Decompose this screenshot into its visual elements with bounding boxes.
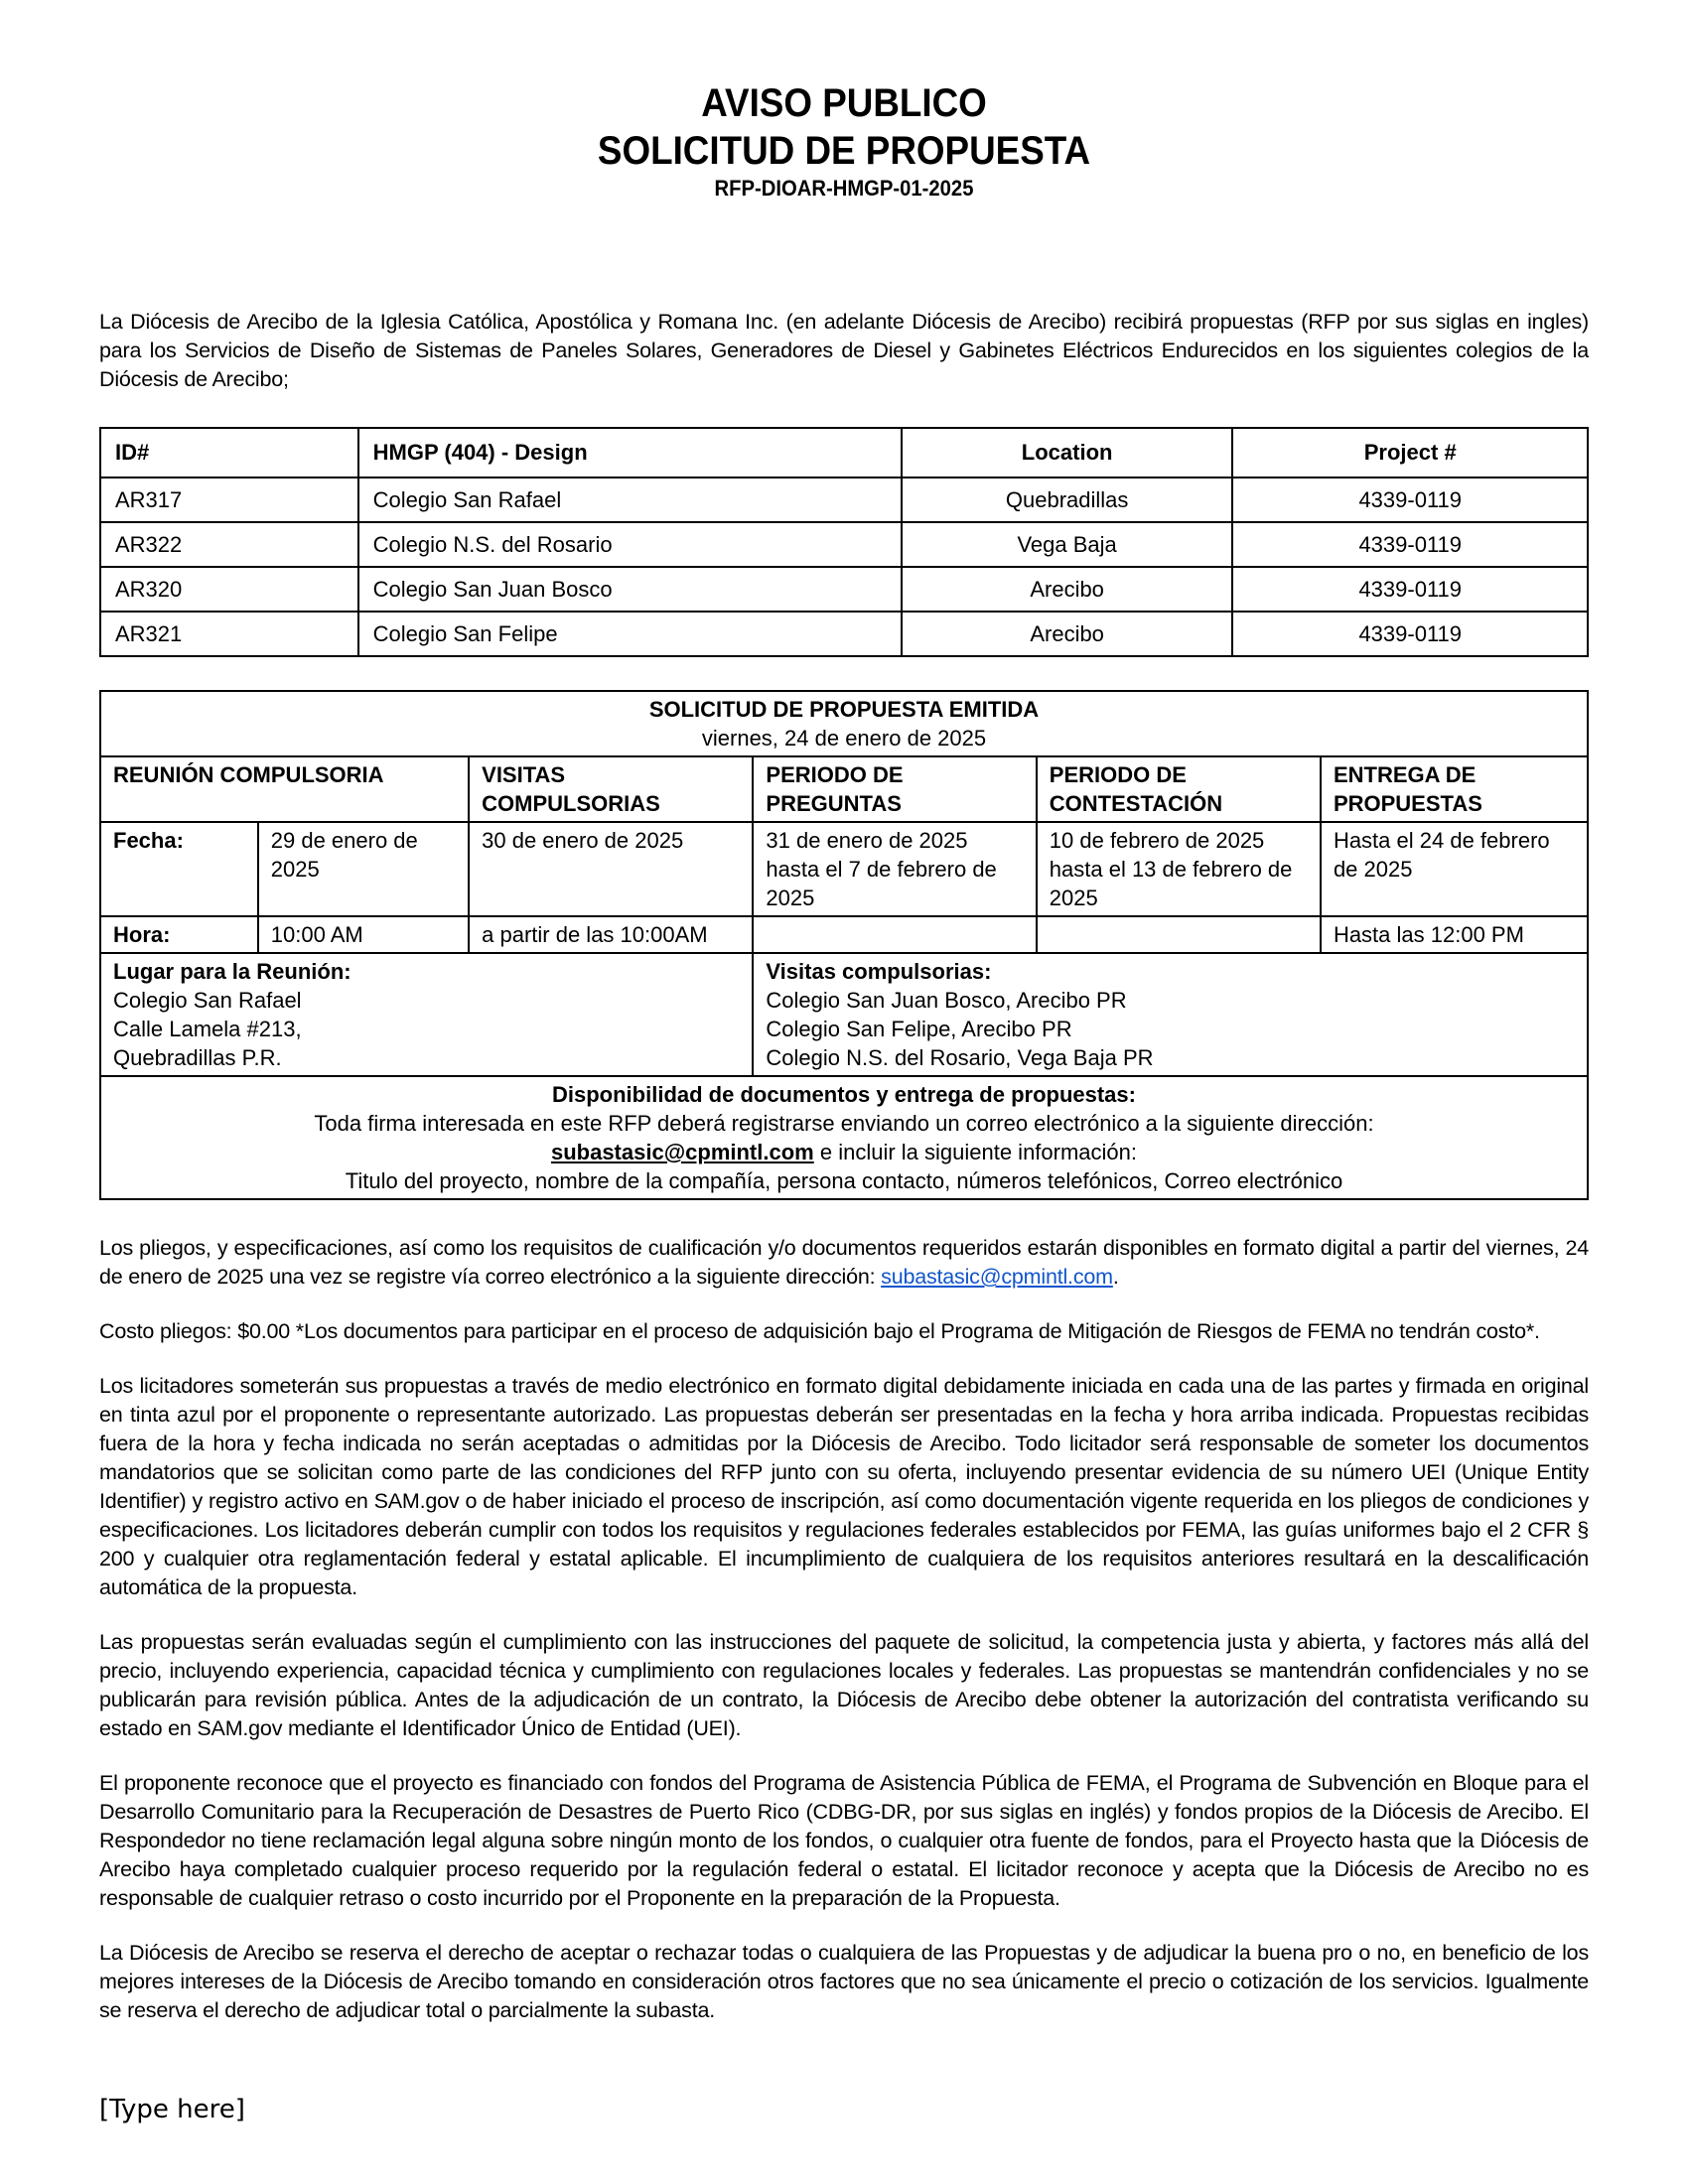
lugar-line: Colegio San Rafael — [113, 988, 302, 1013]
issued-title: SOLICITUD DE PROPUESTA EMITIDA — [648, 697, 1040, 722]
title-solicitud: SOLICITUD DE PROPUESTA — [597, 129, 1091, 173]
projects-table — [99, 427, 1589, 657]
footer-placeholder: [Type here] — [99, 2095, 245, 2124]
visitas-line: Colegio San Juan Bosco, Arecibo PR — [766, 988, 1127, 1013]
projects-header-row — [100, 428, 1588, 478]
col-preguntas: PERIODO DE PREGUNTAS — [753, 756, 1036, 822]
issued-date: viernes, 24 de enero de 2025 — [701, 726, 987, 751]
rfp-code: RFP-DIOAR-HMGP-01-2025 — [714, 176, 974, 201]
paragraph-pliegos — [99, 1234, 1589, 1292]
location-row — [100, 953, 1588, 1076]
table-row — [100, 612, 1588, 656]
pliegos-email-link[interactable]: subastasic@cpmintl.com — [881, 1265, 1113, 1289]
header-id: ID# — [100, 428, 358, 478]
cell-id: AR320 — [100, 567, 358, 612]
hora-entrega: Hasta las 12:00 PM — [1321, 916, 1588, 953]
paragraph-costo: Costo pliegos: $0.00 *Los documentos para participar en el proceso de adquisición bajo el Programa de Mitigación de Riesgos de FEMA no tendrán costo*. — [99, 1319, 1540, 1343]
cell-school: Colegio San Juan Bosco — [358, 567, 902, 612]
cell-project: 4339-0119 — [1232, 522, 1588, 567]
visitas-label: Visitas compulsorias: — [766, 959, 992, 984]
cell-location: Vega Baja — [902, 522, 1233, 567]
hora-label: Hora: — [100, 916, 258, 953]
fecha-visitas: 30 de enero de 2025 — [469, 822, 753, 916]
header-project: Project # — [1232, 428, 1588, 478]
paragraph-licitadores: Los licitadores someterán sus propuestas a través de medio electrónico en formato digital debidamente iniciada en cada una de las partes y firmada en original en tinta azul por el proponente o representante autorizado. Las propuestas deberán ser presentadas en la fecha y hora arriba indicada. Propuestas recibidas fuera de la hora y fecha indicada no serán aceptadas o admitidas por la Diócesis de Arecibo. Todo licitador será responsable de someter los documentos mandatorios que se solicitan como parte de las condiciones del RFP junto con su oferta, incluyendo presentar evidencia de su número UEI (Unique Entity Identifier) y registro activo en SAM.gov o de haber iniciado el proceso de inscripción, así como documentación vigente requerida en los pliegos de condiciones y especificaciones. Los licitadores deberán cumplir con todos los requisitos y regulaciones federales establecidos por FEMA, las guías uniformes bajo el 2 CFR § 200 y cualquier otra reglamentación federal y estatal aplicable. El incumplimiento de cualquiera de los requisitos anteriores resultará en la descalificación automática de la propuesta. — [99, 1374, 1589, 1599]
visitas-line: Colegio N.S. del Rosario, Vega Baja PR — [766, 1045, 1154, 1070]
fecha-row — [100, 822, 1588, 916]
availability-cell — [100, 1076, 1588, 1199]
header-design: HMGP (404) - Design — [358, 428, 902, 478]
visitas-line: Colegio San Felipe, Arecibo PR — [766, 1017, 1072, 1041]
cell-school: Colegio San Rafael — [358, 478, 902, 522]
availability-line2-rest: e incluir la siguiente información: — [813, 1140, 1138, 1164]
lugar-label: Lugar para la Reunión: — [113, 959, 352, 984]
hora-visitas: a partir de las 10:00AM — [469, 916, 753, 953]
cell-location: Arecibo — [902, 612, 1233, 656]
col-contestacion: PERIODO DE CONTESTACIÓN — [1037, 756, 1321, 822]
cell-id: AR317 — [100, 478, 358, 522]
fecha-entrega: Hasta el 24 de febrero de 2025 — [1321, 822, 1588, 916]
email-link[interactable]: subastasic@cpmintl.com — [550, 1140, 814, 1164]
cell-project: 4339-0119 — [1232, 478, 1588, 522]
issued-row — [100, 691, 1588, 756]
table-row — [100, 567, 1588, 612]
availability-title: Disponibilidad de documentos y entrega de propuestas: — [552, 1082, 1136, 1107]
pliegos-end: . — [1112, 1265, 1119, 1289]
cell-id: AR322 — [100, 522, 358, 567]
lugar-line: Quebradillas P.R. — [113, 1045, 282, 1070]
schedule-table — [99, 690, 1589, 1200]
paragraph-financiamiento: El proponente reconoce que el proyecto es financiado con fondos del Programa de Asistencia Pública de FEMA, el Programa de Subvención en Bloque para el Desarrollo Comunitario para la Recuperación de Desastres de Puerto Rico (CDBG-DR, por sus siglas en inglés) y fondos propios de la Diócesis de Arecibo. El Respondedor no tiene reclamación legal alguna sobre ningún monto de los fondos, o cualquier otra fuente de fondos, para el Proyecto hasta que la Diócesis de Arecibo haya completado cualquier proceso requerido por la regulación federal o estatal. El licitador reconoce y acepta que la Diócesis de Arecibo no es responsable de cualquier retraso o costo incurrido por el Proponente en la preparación de la Propuesta. — [99, 1771, 1589, 1910]
header-location: Location — [902, 428, 1233, 478]
fecha-contestacion: 10 de febrero de 2025 hasta el 13 de febrero de 2025 — [1037, 822, 1321, 916]
lugar-line: Calle Lamela #213, — [113, 1017, 302, 1041]
table-row — [100, 522, 1588, 567]
hora-preguntas — [753, 916, 1036, 953]
document-page — [99, 79, 1589, 2025]
issued-cell — [100, 691, 1588, 756]
cell-id: AR321 — [100, 612, 358, 656]
lugar-cell — [100, 953, 753, 1076]
hora-reunion: 10:00 AM — [258, 916, 469, 953]
cell-project: 4339-0119 — [1232, 612, 1588, 656]
pliegos-text: Los pliegos, y especificaciones, así como los requisitos de cualificación y/o documentos requeridos estarán disponibles en formato digital a partir del viernes, 24 de enero de 2025 una vez se registre vía correo electrónico a la siguiente dirección: — [99, 1236, 1589, 1289]
hora-contestacion — [1037, 916, 1321, 953]
cell-school: Colegio San Felipe — [358, 612, 902, 656]
fecha-preguntas: 31 de enero de 2025 hasta el 7 de febrero de 2025 — [753, 822, 1036, 916]
availability-row — [100, 1076, 1588, 1199]
col-reunion: REUNIÓN COMPULSORIA — [100, 756, 469, 822]
paragraph-evaluacion: Las propuestas serán evaluadas según el cumplimiento con las instrucciones del paquete de solicitud, la competencia justa y abierta, y factores más allá del precio, incluyendo experiencia, capacidad técnica y cumplimiento con regulaciones locales y federales. Las propuestas se mantendrán confidenciales y no se publicarán para revisión pública. Antes de la adjudicación de un contrato, la Diócesis de Arecibo debe obtener la autorización del contratista verificando su estado en SAM.gov mediante el Identificador Único de Entidad (UEI). — [99, 1630, 1589, 1740]
schedule-header-row — [100, 756, 1588, 822]
availability-line2 — [113, 1138, 1575, 1166]
paragraph-derechos: La Diócesis de Arecibo se reserva el derecho de aceptar o rechazar todas o cualquiera de las Propuestas y de adjudicar la buena pro o no, en beneficio de los mejores intereses de la Diócesis de Arecibo tomando en consideración otros factores que no sea únicamente el precio o cotización de los servicios. Igualmente se reserva el derecho de adjudicar total o parcialmente la subasta. — [99, 1941, 1589, 2022]
table-row — [100, 478, 1588, 522]
availability-line1: Toda firma interesada en este RFP deberá registrarse enviando un correo electrónico a la siguiente dirección: — [314, 1111, 1374, 1136]
cell-school: Colegio N.S. del Rosario — [358, 522, 902, 567]
intro-paragraph: La Diócesis de Arecibo de la Iglesia Católica, Apostólica y Romana Inc. (en adelante Diócesis de Arecibo) recibirá propuestas (RFP por sus siglas en ingles) para los Servicios de Diseño de Sistemas de Paneles Solares, Generadores de Diesel y Gabinetes Eléctricos Endurecidos en los siguientes colegios de la Diócesis de Arecibo; — [99, 310, 1589, 391]
cell-location: Quebradillas — [902, 478, 1233, 522]
cell-location: Arecibo — [902, 567, 1233, 612]
cell-project: 4339-0119 — [1232, 567, 1588, 612]
hora-row — [100, 916, 1588, 953]
title-aviso: AVISO PUBLICO — [701, 81, 987, 125]
fecha-reunion: 29 de enero de 2025 — [258, 822, 469, 916]
availability-line3: Titulo del proyecto, nombre de la compañía, persona contacto, números telefónicos, Correo electrónico — [345, 1168, 1343, 1193]
col-visitas: VISITAS COMPULSORIAS — [469, 756, 753, 822]
visitas-cell — [753, 953, 1588, 1076]
fecha-label: Fecha: — [100, 822, 258, 916]
col-entrega: ENTREGA DE PROPUESTAS — [1321, 756, 1588, 822]
